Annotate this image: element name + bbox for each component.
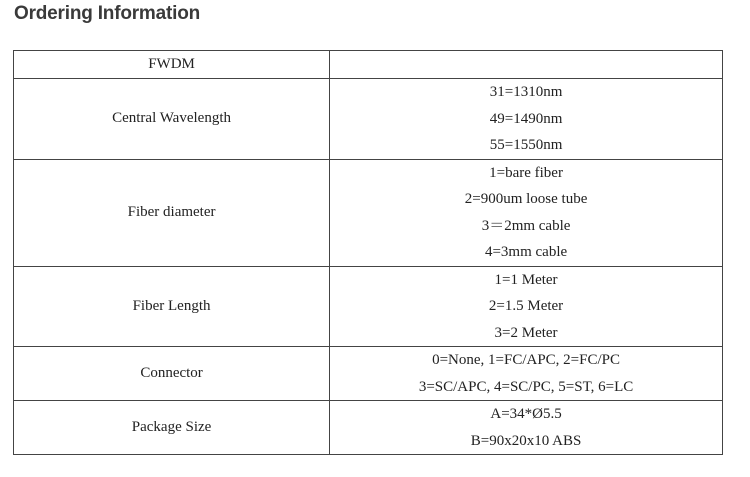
table-row-fiber-diameter [14,159,723,266]
header-value-cell [330,51,723,79]
ordering-table [13,50,723,455]
row-options [330,401,723,455]
option-text: A=34*Ø5.5 [490,406,562,422]
page-heading: Ordering Information [14,3,201,24]
option-text: 2=900um loose tube [464,191,588,207]
row-label: Central Wavelength [14,79,330,160]
row-options [330,347,723,401]
row-options [330,159,723,266]
row-options [330,79,723,160]
table-row-central-wavelength [14,79,723,160]
option-text: 0=None, 1=FC/APC, 2=FC/PC [432,352,621,368]
option-text: 2=1.5 Meter [488,298,564,314]
table-header-row [14,51,723,79]
option-text: B=90x20x10 ABS [470,432,582,449]
header-label-cell: FWDM [14,51,330,79]
table-row-connector [14,347,723,401]
option-text: 49=1490nm [489,110,563,127]
row-label: Connector [14,347,330,401]
table-row-fiber-length [14,266,723,347]
row-label: Fiber Length [14,266,330,347]
option-text: 3＝2mm cable [481,217,571,234]
option-text: 1=bare fiber [489,164,563,181]
option-text: 1=1 Meter [494,271,558,288]
option-text: 55=1550nm [489,137,563,153]
row-options [330,266,723,347]
row-label: Package Size [14,401,330,455]
option-text: 4=3mm cable [484,244,568,260]
option-text: 31=1310nm [489,84,563,100]
option-text: 3=SC/APC, 4=SC/PC, 5=ST, 6=LC [418,378,634,395]
table-row-package-size [14,401,723,455]
row-label: Fiber diameter [14,159,330,266]
option-text: 3=2 Meter [494,324,558,341]
